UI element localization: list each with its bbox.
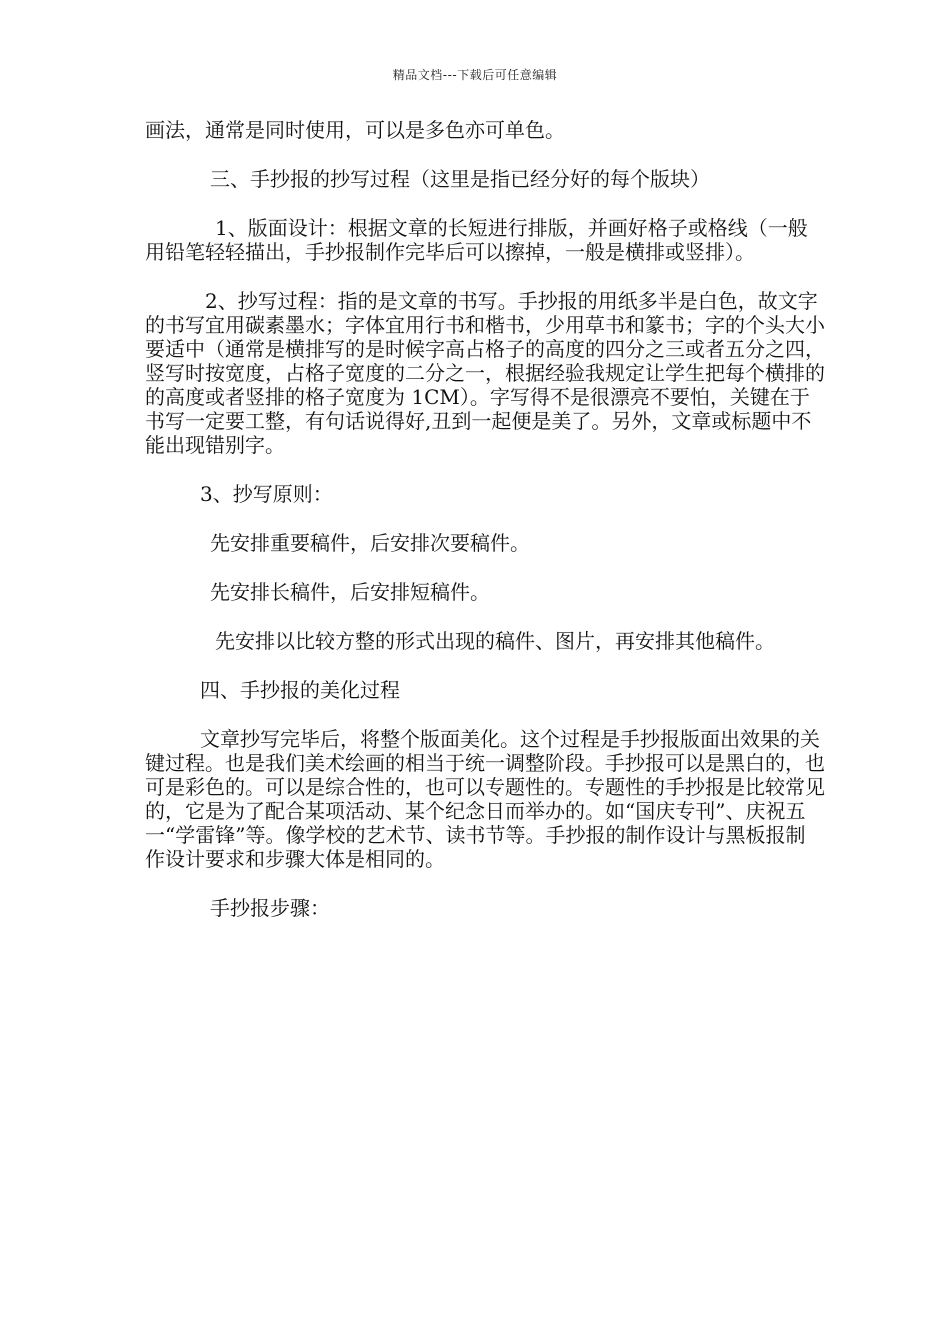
paragraph-layout-design: 1、版面设计：根据文章的长短进行排版，并画好格子或格线（一般用铅笔轻轻描出，手抄报制作完毕后可以擦掉，一般是横排或竖排）。 <box>145 216 808 264</box>
page-header: 精品文档---下载后可任意编辑 <box>392 68 558 82</box>
document-body <box>145 118 825 945</box>
subheading-copying-principles: 3、抄写原则： <box>200 482 333 506</box>
principle-item-1: 先安排重要稿件，后安排次要稿件。 <box>210 531 530 555</box>
section-heading-3: 三、手抄报的抄写过程（这里是指已经分好的每个版块） <box>210 167 710 191</box>
section-heading-4: 四、手抄报的美化过程 <box>200 678 400 702</box>
principle-item-3: 先安排以比较方整的形式出现的稿件、图片，再安排其他稿件。 <box>215 629 775 653</box>
subheading-steps: 手抄报步骤： <box>210 896 330 920</box>
paragraph-copying-process: 2、抄写过程：指的是文章的书写。手抄报的用纸多半是白色，故文字的书写宜用碳素墨水；字体宜用行书和楷书，少用草书和篆书；字的个头大小要适中（通常是横排写的是时候字高占格子的高度的四分之三或者五分之四，竖写时按宽度，占格子宽度的二分之一，根据经验我规定让学生把每个横排的的高度或者竖排的格子宽度为 1CM）。字写得不是很漂亮不要怕，关键在于书写一定要工整，有句话说得好,丑到一起便是美了。另外，文章或标题中不能出现错别字。 <box>145 289 825 457</box>
paragraph-continuation: 画法，通常是同时使用，可以是多色亦可单色。 <box>145 118 565 142</box>
principle-item-2: 先安排长稿件，后安排短稿件。 <box>210 580 490 604</box>
paragraph-beautification: 文章抄写完毕后，将整个版面美化。这个过程是手抄报版面出效果的关键过程。也是我们美术绘画的相当于统一调整阶段。手抄报可以是黑白的，也可是彩色的。可以是综合性的，也可以专题性的。专题性的手抄报是比较常见的，它是为了配合某项活动、某个纪念日而举办的。如“国庆专刊”、庆祝五一“学雷锋”等。像学校的艺术节、读书节等。手抄报的制作设计与黑板报制作设计要求和步骤大体是相同的。 <box>145 727 825 871</box>
